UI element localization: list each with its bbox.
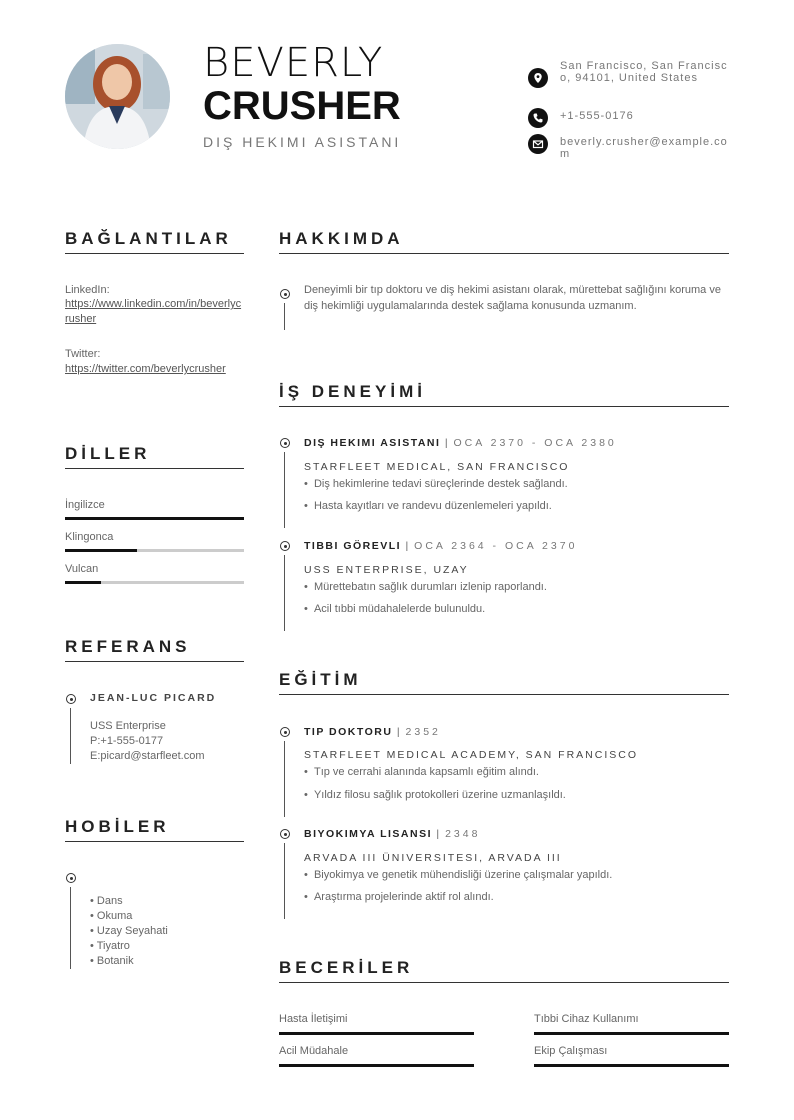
- job-role: TIBBI GÖREVLI: [304, 540, 402, 552]
- bullet-item: • Mürettebatın sağlık durumları izlenip raporlandı.: [304, 581, 547, 593]
- skill-label: Acil Müdahale: [279, 1045, 349, 1057]
- language-name: Klingonca: [65, 531, 114, 543]
- timeline-dot-icon: [280, 541, 290, 551]
- reference-phone: P:+1-555-0177: [90, 735, 164, 747]
- job-heading: [304, 540, 577, 552]
- language-level-bar: [65, 581, 244, 584]
- language-name: Vulcan: [65, 563, 99, 575]
- timeline-line: [70, 887, 71, 969]
- hobby-item: • Dans: [90, 895, 123, 907]
- timeline-dot-icon: [66, 873, 76, 883]
- language-level-fill: [65, 549, 137, 552]
- reference-org: USS Enterprise: [90, 720, 166, 732]
- about-divider: [279, 253, 729, 254]
- timeline-line: [284, 452, 285, 528]
- hobby-item: • Botanik: [90, 955, 134, 967]
- education-section-title: EĞİTİM: [279, 670, 362, 689]
- about-text: Deneyimli bir tıp doktoru ve diş hekimi asistanı olarak, mürettebat sağlığını koruma ve diş hekimliği uygulamalarında destek sağlama konusunda uzmanım.: [304, 284, 721, 312]
- bullet-item: • Yıldız filosu sağlık protokolleri üzerine uzmanlaşıldı.: [304, 789, 566, 801]
- skill-label: Ekip Çalışması: [534, 1045, 608, 1057]
- linkedin-link[interactable]: https://www.linkedin.com/in/beverlycrusher: [65, 298, 242, 325]
- hobby-item: • Okuma: [90, 910, 133, 922]
- timeline-line: [284, 741, 285, 817]
- last-name: CRUSHER: [203, 84, 401, 128]
- timeline-dot-icon: [280, 289, 290, 299]
- skills-section-title: BECERİLER: [279, 958, 414, 977]
- hobby-item: • Tiyatro: [90, 940, 130, 952]
- languages-section-title: DİLLER: [65, 444, 151, 463]
- skill-bar: [534, 1064, 729, 1067]
- timeline-line: [284, 555, 285, 631]
- job-heading: [304, 437, 617, 449]
- school-name: STARFLEET MEDICAL ACADEMY, SAN FRANCISCO: [304, 749, 638, 761]
- language-level-fill: [65, 517, 244, 520]
- links-section-title: BAĞLANTILAR: [65, 229, 232, 248]
- timeline-line: [70, 708, 71, 764]
- reference-name: JEAN-LUC PICARD: [90, 692, 217, 704]
- timeline-line: [284, 843, 285, 919]
- skill-bar: [279, 1064, 474, 1067]
- skill-bar: [534, 1032, 729, 1035]
- location-icon: [528, 68, 548, 88]
- school-name: ARVADA III ÜNIVERSITESI, ARVADA III: [304, 852, 562, 864]
- job-role: DIŞ HEKIMI ASISTANI: [304, 437, 441, 449]
- twitter-label: Twitter:: [65, 348, 101, 360]
- separator: |: [444, 437, 454, 449]
- skill-label: Hasta İletişimi: [279, 1013, 348, 1025]
- timeline-dot-icon: [66, 694, 76, 704]
- separator: |: [436, 828, 446, 840]
- experience-divider: [279, 406, 729, 407]
- timeline-dot-icon: [280, 438, 290, 448]
- email-text: beverly.crusher@example.com: [560, 136, 728, 160]
- profile-photo: [65, 44, 170, 149]
- bullet-item: • Hasta kayıtları ve randevu düzenlemeleri yapıldı.: [304, 500, 552, 512]
- twitter-link[interactable]: https://twitter.com/beverlycrusher: [65, 363, 226, 375]
- hobbies-section-title: HOBİLER: [65, 817, 170, 836]
- email-icon: [528, 134, 548, 154]
- degree-year: 2352: [405, 726, 441, 738]
- skill-bar: [279, 1032, 474, 1035]
- language-name: İngilizce: [65, 499, 105, 511]
- address-text: San Francisco, San Francisco, 94101, United States: [560, 60, 728, 84]
- hobby-item: • Uzay Seyahati: [90, 925, 168, 937]
- job-organization: USS ENTERPRISE, UZAY: [304, 564, 469, 576]
- bullet-item: • Araştırma projelerinde aktif rol alındı.: [304, 891, 494, 903]
- hobbies-divider: [65, 841, 244, 842]
- education-heading: [304, 828, 480, 840]
- references-divider: [65, 661, 244, 662]
- linkedin-label: LinkedIn:: [65, 284, 110, 296]
- degree-name: BIYOKIMYA LISANSI: [304, 828, 432, 840]
- language-level-fill: [65, 581, 101, 584]
- references-section-title: REFERANS: [65, 637, 191, 656]
- bullet-item: • Biyokimya ve genetik mühendisliği üzerine çalışmalar yapıldı.: [304, 869, 613, 881]
- first-name: BEVERLY: [203, 40, 384, 86]
- bullet-item: • Diş hekimlerine tedavi süreçlerinde destek sağlandı.: [304, 478, 568, 490]
- timeline-dot-icon: [280, 829, 290, 839]
- degree-name: TIP DOKTORU: [304, 726, 393, 738]
- phone-text: +1-555-0176: [560, 110, 634, 122]
- language-level-bar: [65, 549, 244, 552]
- education-divider: [279, 694, 729, 695]
- phone-icon: [528, 108, 548, 128]
- experience-section-title: İŞ DENEYİMİ: [279, 382, 426, 401]
- skills-divider: [279, 982, 729, 983]
- links-divider: [65, 253, 244, 254]
- separator: |: [396, 726, 406, 738]
- job-dates: OCA 2370 - OCA 2380: [453, 437, 617, 449]
- job-organization: STARFLEET MEDICAL, SAN FRANCISCO: [304, 461, 570, 473]
- degree-year: 2348: [445, 828, 481, 840]
- job-title: DIŞ HEKIMI ASISTANI: [203, 134, 402, 150]
- timeline-line: [284, 303, 285, 330]
- bullet-item: • Acil tıbbi müdahalelerde bulunuldu.: [304, 603, 486, 615]
- skill-label: Tıbbi Cihaz Kullanımı: [534, 1013, 639, 1025]
- about-section-title: HAKKIMDA: [279, 229, 404, 248]
- timeline-dot-icon: [280, 727, 290, 737]
- reference-email: E:picard@starfleet.com: [90, 750, 205, 762]
- languages-divider: [65, 468, 244, 469]
- language-level-bar: [65, 517, 244, 520]
- job-dates: OCA 2364 - OCA 2370: [414, 540, 578, 552]
- education-heading: [304, 726, 441, 738]
- bullet-item: • Tıp ve cerrahi alanında kapsamlı eğitim alındı.: [304, 766, 539, 778]
- separator: |: [405, 540, 415, 552]
